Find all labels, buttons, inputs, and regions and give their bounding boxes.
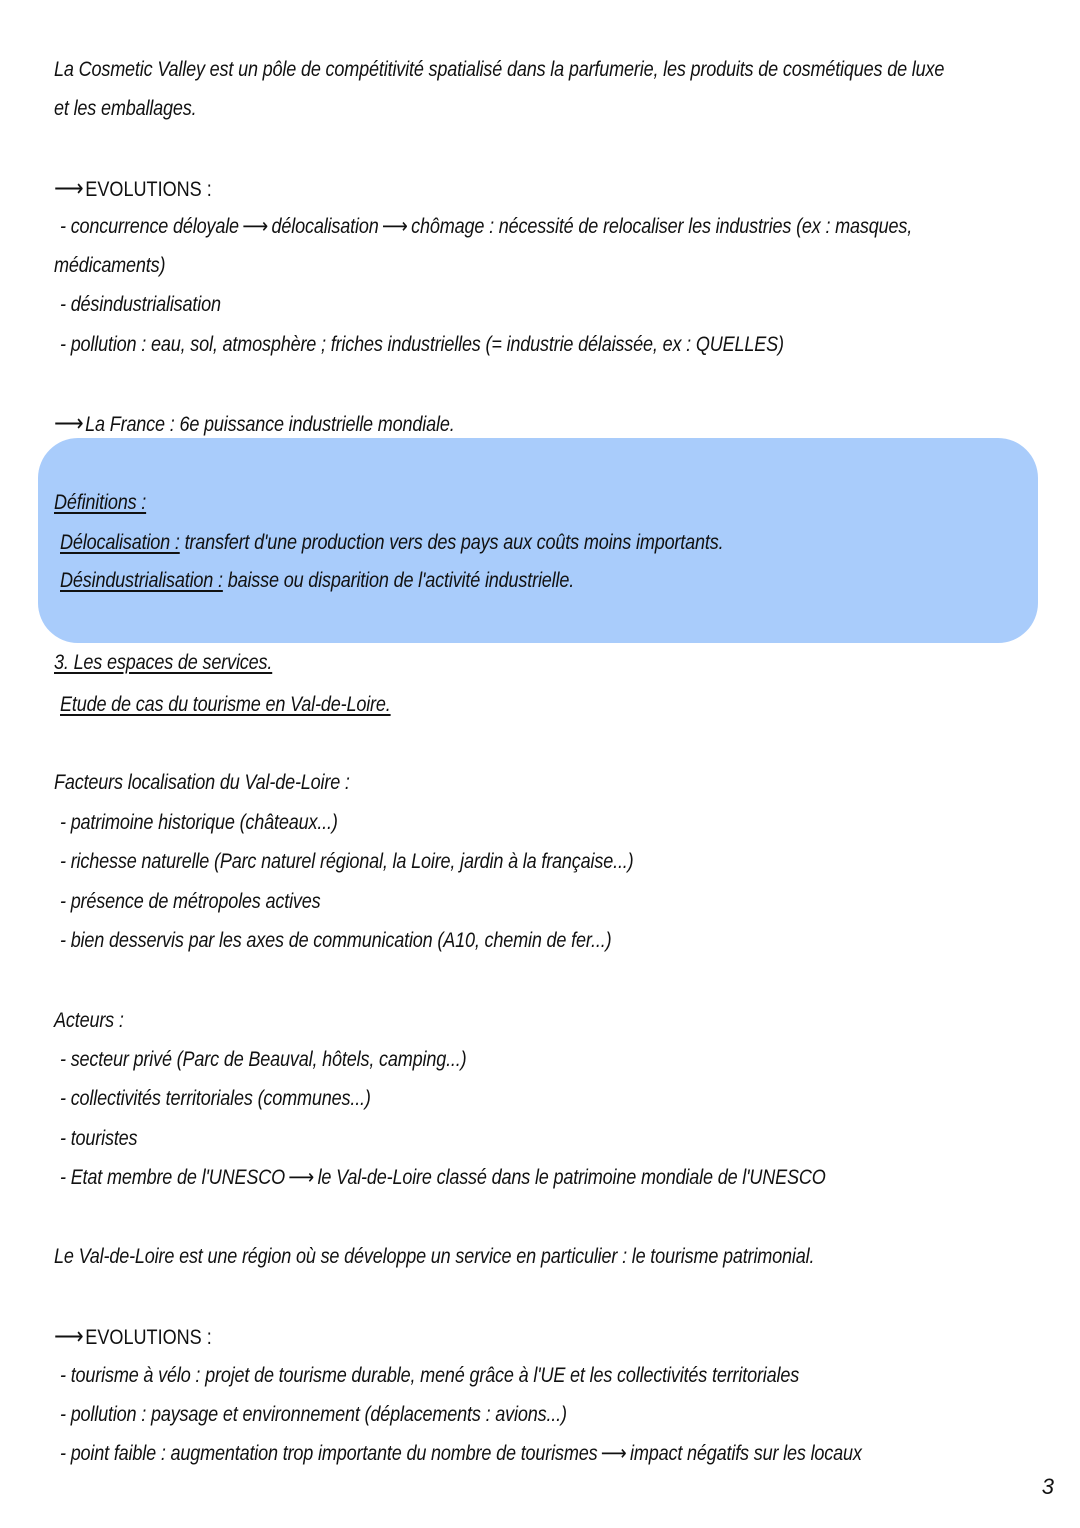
page-number: 3 — [1041, 1474, 1054, 1499]
evolution-item: - pollution : paysage et environnement (déplacements : avions...) — [60, 1403, 567, 1426]
factor-item: - présence de métropoles actives — [60, 890, 321, 913]
actors-title: Acteurs : — [54, 1009, 124, 1032]
section-title-services: 3. Les espaces de services. — [54, 651, 273, 674]
summary-tourism: Le Val-de-Loire est une région où se développe un service en particulier : le tourisme patrimonial. — [54, 1245, 815, 1268]
arrow-right-icon: ⟶ — [54, 410, 84, 437]
heading-evolutions-industry: ⟶EVOLUTIONS : — [54, 175, 212, 202]
actor-item: - Etat membre de l'UNESCO ⟶ le Val-de-Loire classé dans le patrimoine mondiale de l'UNESCO — [60, 1164, 826, 1192]
france-ranking: ⟶La France : 6e puissance industrielle mondiale. — [54, 410, 455, 437]
definition-delocalisation: Délocalisation : transfert d'une production vers des pays aux coûts moins importants. — [60, 531, 724, 554]
factor-item: - patrimoine historique (châteaux...) — [60, 811, 338, 834]
case-study-title: Etude de cas du tourisme en Val-de-Loire. — [60, 693, 391, 716]
actor-item: - collectivités territoriales (communes...) — [60, 1087, 371, 1110]
heading-evolutions-tourism: ⟶EVOLUTIONS : — [54, 1323, 212, 1350]
arrow-right-icon: ⟶ — [242, 215, 269, 238]
bullet-desindustrialisation: - désindustrialisation — [60, 293, 221, 316]
arrow-right-icon: ⟶ — [54, 1323, 84, 1350]
actor-item: - touristes — [60, 1127, 138, 1150]
factor-item: - bien desservis par les axes de communication (A10, chemin de fer...) — [60, 929, 612, 952]
factor-item: - richesse naturelle (Parc naturel régional, la Loire, jardin à la française...) — [60, 850, 634, 873]
arrow-right-icon: ⟶ — [54, 175, 84, 202]
evolution-item: - point faible : augmentation trop importante du nombre de tourismes ⟶ impact négatifs sur les locaux — [60, 1440, 862, 1468]
bullet-concurrence-cont: médicaments) — [54, 254, 166, 277]
evolution-item: - tourisme à vélo : projet de tourisme durable, mené grâce à l'UE et les collectivités territoriales — [60, 1364, 800, 1387]
paragraph-cosmetic-valley: La Cosmetic Valley est un pôle de compétitivité spatialisé dans la parfumerie, les produits de cosmétiques de luxe — [54, 58, 945, 81]
arrow-right-icon: ⟶ — [382, 215, 408, 238]
arrow-right-icon: ⟶ — [600, 1442, 627, 1465]
factors-title: Facteurs localisation du Val-de-Loire : — [54, 771, 350, 794]
bullet-pollution: - pollution : eau, sol, atmosphère ; friches industrielles (= industrie délaissée, ex : QUELLES) — [60, 333, 784, 356]
paragraph-cosmetic-valley-cont: et les emballages. — [54, 97, 197, 120]
definition-desindustrialisation: Désindustrialisation : baisse ou disparition de l'activité industrielle. — [60, 569, 575, 592]
arrow-right-icon: ⟶ — [288, 1166, 315, 1189]
bullet-concurrence: - concurrence déloyale ⟶ délocalisation ⟶ chômage : nécessité de relocaliser les industries (ex : masques, — [60, 213, 912, 241]
definitions-title: Définitions : — [54, 491, 147, 514]
actor-item: - secteur privé (Parc de Beauval, hôtels, camping...) — [60, 1048, 467, 1071]
